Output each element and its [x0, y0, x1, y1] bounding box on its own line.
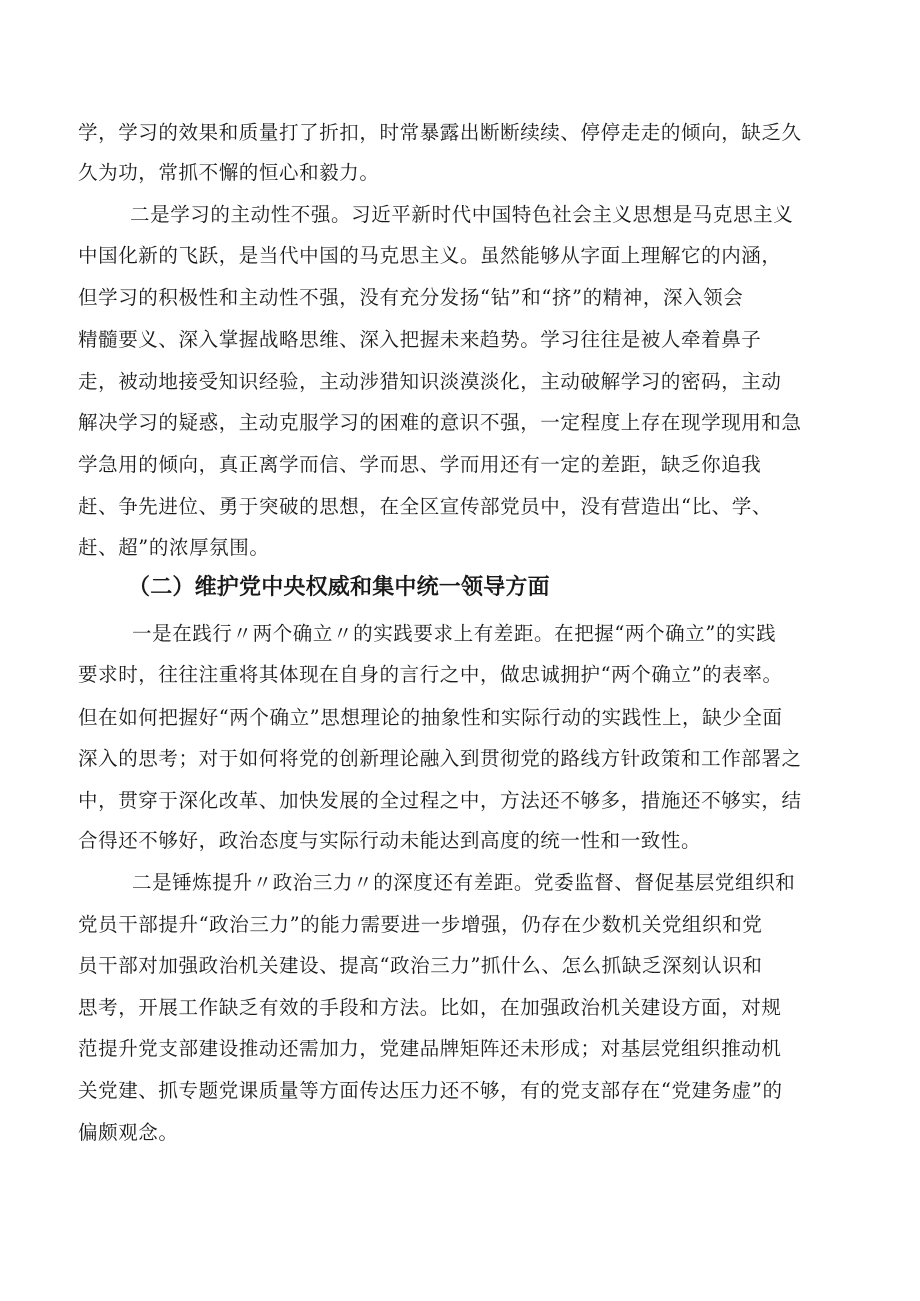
text-line: 合得还不够好，政治态度与实际行动未能达到高度的统一性和一致性。	[78, 829, 702, 852]
text-line: 关党建、抓专题党课质量等方面传达压力还不够，有的党支部存在“党建务虚”的	[78, 1079, 783, 1102]
section-heading: （二）维护党中央权威和集中统一领导方面	[128, 575, 550, 600]
text-line: 要求时，往往注重将其体现在自身的言行之中，做忠诚拥护“两个确立”的表率。	[78, 663, 783, 686]
text-line: 二是学习的主动性不强。习近平新时代中国特色社会主义思想是马克思主义	[130, 203, 794, 226]
text-line: 偏颇观念。	[78, 1121, 179, 1144]
text-line: 走，被动地接受知识经验，主动涉猎知识淡漠淡化，主动破解学习的密码，主动	[78, 370, 782, 393]
text-line: 久为功，常抓不懈的恒心和毅力。	[78, 161, 380, 184]
text-line: 思考，开展工作缺乏有效的手段和方法。比如，在加强政治机关建设方面，对规	[78, 996, 782, 1019]
text-line: 赶、争先进位、勇于突破的思想，在全区宣传部党员中，没有营造出“比、学、	[78, 495, 772, 518]
text-line: 中，贯穿于深化改革、加快发展的全过程之中，方法还不够多，措施还不够实，结	[78, 789, 802, 812]
text-line: 二是锤炼提升〃政治三力〃的深度还有差距。党委监督、督促基层党组织和	[132, 871, 796, 894]
text-line: 深入的思考；对于如何将党的创新理论融入到贯彻党的路线方针政策和工作部署之	[78, 747, 802, 770]
text-line: 党员干部提升“政治三力”的能力需要进一步增强，仍存在少数机关党组织和党	[78, 913, 763, 936]
text-line: 一是在践行〃两个确立〃的实践要求上有差距。在把握“两个确立”的实践	[132, 622, 777, 645]
text-line: 赶、超”的浓厚氛围。	[78, 536, 270, 559]
text-line: 精髓要义、深入掌握战略思维、深入把握未来趋势。学习往往是被人牵着鼻子	[78, 328, 762, 351]
text-line: 范提升党支部建设推动还需加力，党建品牌矩阵还未形成；对基层党组织推动机	[78, 1037, 782, 1060]
text-line: 但在如何把握好“两个确立”思想理论的抽象性和实际行动的实践性上，缺少全面	[78, 706, 783, 729]
text-line: 学急用的倾向，真正离学而信、学而思、学而用还有一定的差距，缺乏你追我	[78, 453, 762, 476]
text-line: 员干部对加强政治机关建设、提高“政治三力”抓什么、怎么抓缺乏深刻认识和	[78, 954, 763, 977]
text-line: 学，学习的效果和质量打了折扣，时常暴露出断断续续、停停走走的倾向，缺乏久	[78, 121, 802, 144]
text-line: 解决学习的疑惑，主动克服学习的困难的意识不强，一定程度上存在现学现用和急	[78, 411, 802, 434]
text-line: 中国化新的飞跃，是当代中国的马克思主义。虽然能够从字面上理解它的内涵，	[78, 244, 782, 267]
text-line: 但学习的积极性和主动性不强，没有充分发扬“钻”和“挤”的精神，深入领会	[78, 286, 744, 309]
